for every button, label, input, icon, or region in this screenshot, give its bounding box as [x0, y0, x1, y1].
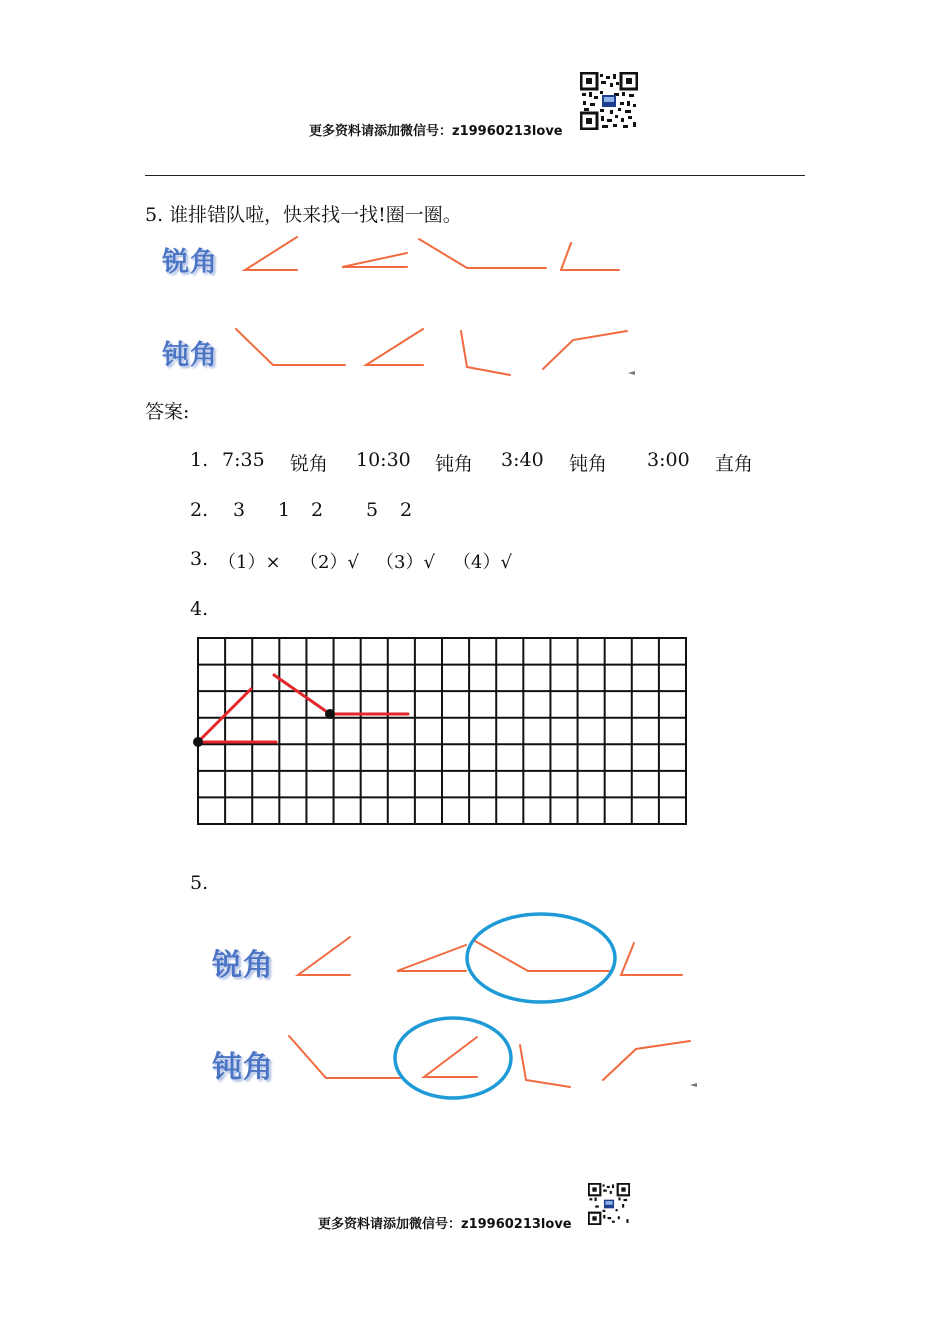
answer-2-item: 2: [311, 499, 324, 521]
answer-1-item: 直角: [715, 453, 754, 475]
question-5-prompt: 5. 谁排错队啦，快来找一找!圈一圈。: [145, 204, 462, 226]
answer-1-item: 3:00: [647, 449, 690, 471]
answer-2-item: 1: [278, 499, 291, 521]
obtuse-angle-1: [289, 1036, 400, 1078]
obtuse-angle-2: [520, 1045, 570, 1087]
obtuse-label: 钝角: [162, 340, 218, 371]
header-wechat-text: 更多资料请添加微信号：z19960213love: [309, 124, 563, 139]
vertex-point: [193, 737, 203, 747]
answer-3-item: （2）√: [300, 552, 359, 573]
answer-1-item: 钝角: [569, 453, 608, 475]
acute-angle-misplaced: [366, 329, 423, 365]
answer-4-number: 4.: [190, 598, 209, 620]
answer-2-item: 5: [366, 499, 379, 521]
answer-5-number: 5.: [190, 872, 209, 894]
answer-2-item: 2: [400, 499, 413, 521]
footer-qr-code-icon: [588, 1183, 630, 1225]
obtuse-angle-2: [461, 331, 510, 375]
acute-angle-misplaced: [424, 1037, 477, 1077]
answer-3-item: （3）√: [376, 552, 435, 573]
answer-4-grid: [192, 634, 692, 830]
obtuse-angle-misplaced: [419, 239, 546, 268]
answer-2-number: 2.: [190, 499, 209, 521]
answer-1-number: 1.: [190, 449, 209, 471]
obtuse-angle-1: [236, 329, 345, 365]
vertex-point: [325, 709, 335, 719]
acute-angle-1: [245, 237, 297, 270]
acute-angle-2: [397, 945, 466, 971]
answer-5-obtuse-label: 钝角: [212, 1050, 274, 1085]
footer-wechat-text: 更多资料请添加微信号：z19960213love: [318, 1217, 572, 1232]
circle-misplaced-obtuse: [467, 914, 615, 1002]
small-arrow-icon: [690, 1083, 697, 1087]
answer-1-item: 钝角: [435, 453, 474, 475]
answer-3-number: 3.: [190, 548, 209, 570]
acute-angle-3: [621, 943, 682, 975]
obtuse-angle-misplaced: [475, 941, 609, 971]
acute-angle-drawing: [198, 689, 276, 742]
answer-3-item: （1）×: [218, 552, 281, 573]
acute-angle-1: [298, 937, 350, 975]
answer-2-item: 3: [233, 499, 246, 521]
answer-5-acute-label: 锐角: [212, 948, 274, 983]
answer-3-item: （4）√: [453, 552, 512, 573]
acute-label: 锐角: [162, 247, 218, 278]
obtuse-angle-3: [603, 1041, 690, 1080]
answer-1-item: 3:40: [501, 449, 544, 471]
answer-5-diagram: [0, 900, 950, 1110]
small-arrow-icon: [628, 371, 635, 375]
acute-angle-3: [561, 243, 619, 270]
answer-1-item: 7:35: [222, 449, 265, 471]
circle-misplaced-acute: [395, 1018, 511, 1098]
answer-1-item: 10:30: [356, 449, 411, 471]
answer-1-item: 锐角: [290, 453, 329, 475]
obtuse-angle-3: [543, 331, 627, 369]
acute-row-angles: [0, 0, 950, 400]
acute-angle-2: [342, 253, 407, 267]
answers-heading: 答案:: [145, 401, 190, 423]
